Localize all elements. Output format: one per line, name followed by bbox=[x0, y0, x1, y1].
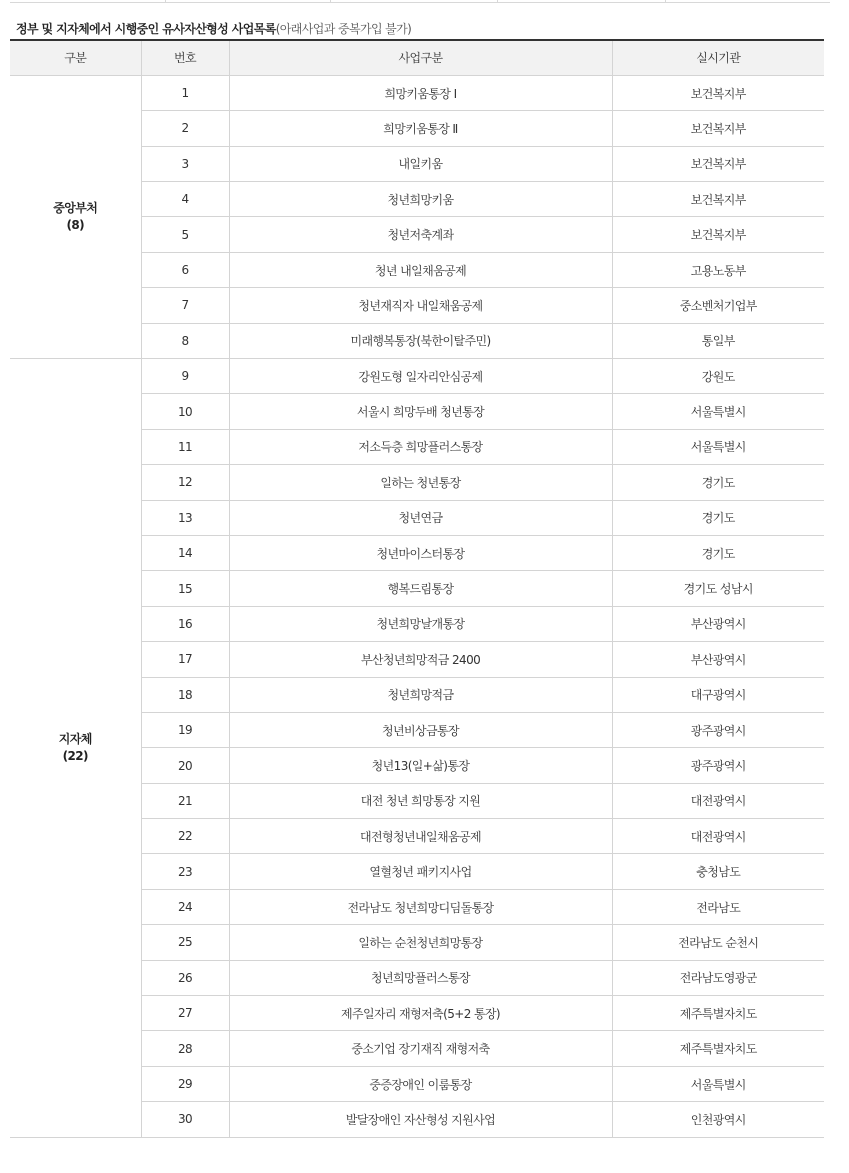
row-agency: 서울특별시 bbox=[612, 429, 824, 464]
row-number: 22 bbox=[141, 819, 229, 854]
row-number: 8 bbox=[141, 323, 229, 358]
top-tab-strip bbox=[10, 0, 830, 3]
row-agency: 서울특별시 bbox=[612, 1066, 824, 1101]
row-program: 일하는 순천청년희망통장 bbox=[229, 925, 612, 960]
row-program: 청년13(일+삶)통장 bbox=[229, 748, 612, 783]
row-number: 23 bbox=[141, 854, 229, 889]
row-number: 11 bbox=[141, 429, 229, 464]
row-program: 행복드림통장 bbox=[229, 571, 612, 606]
table-row bbox=[10, 359, 824, 394]
row-agency: 보건복지부 bbox=[612, 146, 824, 181]
row-agency: 통일부 bbox=[612, 323, 824, 358]
row-number: 5 bbox=[141, 217, 229, 252]
row-program: 대전형청년내일채움공제 bbox=[229, 819, 612, 854]
row-number: 14 bbox=[141, 535, 229, 570]
group-count: (8) bbox=[66, 217, 85, 232]
tab-divider bbox=[330, 0, 331, 3]
group-cell bbox=[10, 359, 141, 1138]
row-number: 20 bbox=[141, 748, 229, 783]
row-agency: 보건복지부 bbox=[612, 75, 824, 110]
row-number: 10 bbox=[141, 394, 229, 429]
row-program: 희망키움통장 Ⅰ bbox=[229, 75, 612, 110]
row-program: 저소득층 희망플러스통장 bbox=[229, 429, 612, 464]
row-agency: 충청남도 bbox=[612, 854, 824, 889]
column-header-category: 구분 bbox=[10, 40, 141, 75]
row-number: 12 bbox=[141, 465, 229, 500]
row-number: 24 bbox=[141, 889, 229, 924]
row-number: 4 bbox=[141, 182, 229, 217]
row-program: 청년희망키움 bbox=[229, 182, 612, 217]
row-program: 일하는 청년통장 bbox=[229, 465, 612, 500]
table-header-row bbox=[10, 40, 824, 75]
row-program: 열혈청년 패키지사업 bbox=[229, 854, 612, 889]
row-program: 부산청년희망적금 2400 bbox=[229, 642, 612, 677]
row-program: 강원도형 일자리안심공제 bbox=[229, 359, 612, 394]
column-header-program: 사업구분 bbox=[229, 40, 612, 75]
row-agency: 전라남도 bbox=[612, 889, 824, 924]
row-number: 26 bbox=[141, 960, 229, 995]
row-program: 중증장애인 이룸통장 bbox=[229, 1066, 612, 1101]
row-agency: 경기도 bbox=[612, 465, 824, 500]
row-number: 15 bbox=[141, 571, 229, 606]
column-header-number: 번호 bbox=[141, 40, 229, 75]
table-body bbox=[10, 75, 824, 1137]
row-number: 28 bbox=[141, 1031, 229, 1066]
row-number: 3 bbox=[141, 146, 229, 181]
row-agency: 전라남도 순천시 bbox=[612, 925, 824, 960]
row-agency: 경기도 bbox=[612, 500, 824, 535]
group-label: 중앙부처 bbox=[53, 200, 98, 215]
row-agency: 고용노동부 bbox=[612, 252, 824, 287]
row-number: 19 bbox=[141, 712, 229, 747]
row-agency: 보건복지부 bbox=[612, 111, 824, 146]
row-number: 9 bbox=[141, 359, 229, 394]
row-number: 25 bbox=[141, 925, 229, 960]
similar-asset-program-table bbox=[10, 39, 824, 1138]
tab-divider bbox=[165, 0, 166, 3]
row-program: 서울시 희망두배 청년통장 bbox=[229, 394, 612, 429]
row-number: 16 bbox=[141, 606, 229, 641]
row-agency: 대구광역시 bbox=[612, 677, 824, 712]
row-agency: 전라남도영광군 bbox=[612, 960, 824, 995]
row-program: 전라남도 청년희망디딤돌통장 bbox=[229, 889, 612, 924]
row-agency: 제주특별자치도 bbox=[612, 1031, 824, 1066]
row-program: 청년연금 bbox=[229, 500, 612, 535]
row-program: 청년 내일채움공제 bbox=[229, 252, 612, 287]
row-number: 17 bbox=[141, 642, 229, 677]
row-number: 27 bbox=[141, 996, 229, 1031]
row-program: 청년재직자 내일채움공제 bbox=[229, 288, 612, 323]
table-row bbox=[10, 75, 824, 110]
row-agency: 대전광역시 bbox=[612, 783, 824, 818]
row-agency: 경기도 성남시 bbox=[612, 571, 824, 606]
row-agency: 중소벤처기업부 bbox=[612, 288, 824, 323]
group-count: (22) bbox=[62, 748, 88, 763]
row-program: 청년마이스터통장 bbox=[229, 535, 612, 570]
row-number: 6 bbox=[141, 252, 229, 287]
row-number: 21 bbox=[141, 783, 229, 818]
row-agency: 대전광역시 bbox=[612, 819, 824, 854]
row-program: 청년희망적금 bbox=[229, 677, 612, 712]
row-program: 제주일자리 재형저축(5+2 통장) bbox=[229, 996, 612, 1031]
row-agency: 제주특별자치도 bbox=[612, 996, 824, 1031]
row-agency: 서울특별시 bbox=[612, 394, 824, 429]
row-agency: 강원도 bbox=[612, 359, 824, 394]
row-number: 30 bbox=[141, 1102, 229, 1137]
caption-title: 정부 및 지자체에서 시행중인 유사자산형성 사업목록 bbox=[16, 22, 276, 36]
table-caption bbox=[16, 20, 411, 37]
row-agency: 보건복지부 bbox=[612, 182, 824, 217]
row-number: 7 bbox=[141, 288, 229, 323]
row-number: 1 bbox=[141, 75, 229, 110]
row-program: 중소기업 장기재직 재형저축 bbox=[229, 1031, 612, 1066]
row-agency: 광주광역시 bbox=[612, 748, 824, 783]
row-program: 미래행복통장(북한이탈주민) bbox=[229, 323, 612, 358]
row-program: 청년희망플러스통장 bbox=[229, 960, 612, 995]
row-program: 내일키움 bbox=[229, 146, 612, 181]
row-program: 청년비상금통장 bbox=[229, 712, 612, 747]
row-program: 청년희망날개통장 bbox=[229, 606, 612, 641]
tab-divider bbox=[497, 0, 498, 3]
caption-note: (아래사업과 중복가입 불가) bbox=[275, 22, 412, 36]
row-agency: 부산광역시 bbox=[612, 642, 824, 677]
row-number: 2 bbox=[141, 111, 229, 146]
row-agency: 인천광역시 bbox=[612, 1102, 824, 1137]
row-program: 청년저축계좌 bbox=[229, 217, 612, 252]
row-program: 발달장애인 자산형성 지원사업 bbox=[229, 1102, 612, 1137]
row-number: 29 bbox=[141, 1066, 229, 1101]
row-agency: 경기도 bbox=[612, 535, 824, 570]
row-agency: 부산광역시 bbox=[612, 606, 824, 641]
row-number: 13 bbox=[141, 500, 229, 535]
group-cell bbox=[10, 75, 141, 358]
group-label: 지자체 bbox=[58, 731, 92, 746]
row-agency: 보건복지부 bbox=[612, 217, 824, 252]
tab-divider bbox=[665, 0, 666, 3]
row-program: 대전 청년 희망통장 지원 bbox=[229, 783, 612, 818]
column-header-agency: 실시기관 bbox=[612, 40, 824, 75]
row-number: 18 bbox=[141, 677, 229, 712]
row-program: 희망키움통장 Ⅱ bbox=[229, 111, 612, 146]
row-agency: 광주광역시 bbox=[612, 712, 824, 747]
